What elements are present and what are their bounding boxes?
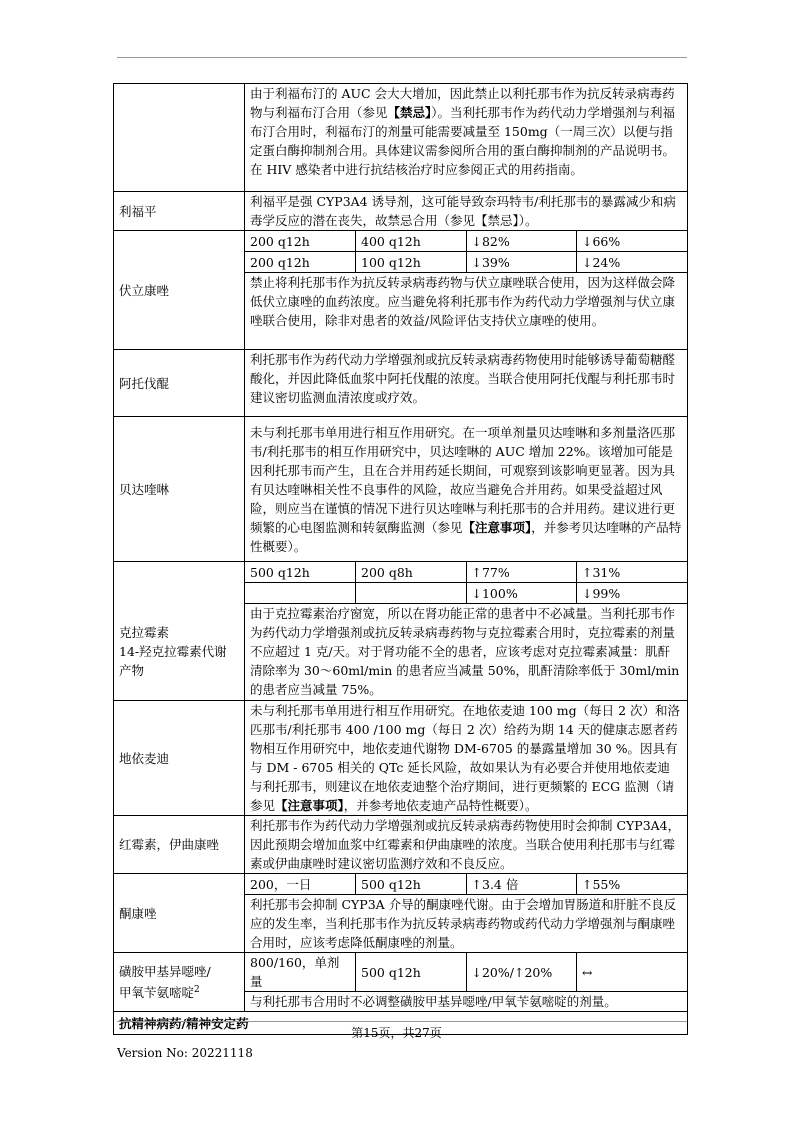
dose-subtable: 200 q12h 400 q12h ↓82% ↓66% — [245, 231, 687, 251]
drug-name: 伏立康唑 — [114, 231, 245, 350]
footer-rule — [117, 1021, 687, 1022]
voriconazole-text: 禁止将利托那韦作为抗反转录病毒药物与伏立康唑联合使用，因为这样做会降低伏立康唑的血药浓度。应当避免将利托那韦作为药代动力学增强剂与伏立康唑联合使用，除非对患者的效益/风险评估支持伏立康唑的使用。 — [245, 273, 688, 350]
rifampicin-text: 利福平是强 CYP3A4 诱导剂，这可能导致奈玛特韦/利托那韦的暴露减少和病毒学反应的潜在丧失，故禁忌合用（参见【禁忌】）。 — [245, 192, 688, 231]
table-row — [114, 562, 688, 583]
version-number: Version No: 20221118 — [117, 1046, 253, 1060]
dose-subtable: 200，一日 500 q12h ↑3.4 倍 ↑55% — [245, 874, 687, 894]
table-row — [114, 84, 688, 192]
interaction-table — [113, 83, 688, 1035]
dose-subtable: 500 q12h 200 q8h ↑77% ↑31% — [245, 562, 687, 582]
drug-name: 磺胺甲基异噁唑/ 甲氧苄氨嘧啶$^2$ — [114, 953, 245, 1012]
section-header: 抗精神病药/精神安定药 — [114, 1012, 688, 1035]
table-row — [114, 350, 688, 417]
table-row — [114, 192, 688, 231]
drug-name: 贝达喹啉 — [114, 417, 245, 562]
delamanid-text: 未与利托那韦单用进行相互作用研究。在地依麦迪 100 mg（每日 2 次）和洛匹那韦/利托那韦 400 /100 mg（每日 2 次）给药为期 14 天的健康志愿者药物相互作用研究中，地依麦迪代谢物 DM-6705 的暴露量增加 30 %。因具有与 DM - 6705 相关的 QTc 延长风险，故如果认为有必要合并使用地依麦迪与利托那韦，则建议在地依麦迪整个治疗期间，进行更频繁的 ECG 监测（请参见【注意事项】，并参考地依麦迪产品特性概要）。 — [245, 701, 688, 816]
dose-subtable: ↓100% ↓99% — [245, 583, 687, 603]
atovaquone-text: 利托那韦作为药代动力学增强剂或抗反转录病毒药物使用时能够诱导葡萄糖醛酸化，并因此降低血浆中阿托伐醌的浓度。当联合使用阿托伐醌与利托那韦时建议密切监测血清浓度或疗效。 — [245, 350, 688, 417]
ketoconazole-text: 利托那韦会抑制 CYP3A 介导的酮康唑代谢。由于会增加胃肠道和肝脏不良反应的发生率，当利托那韦作为抗反转录病毒药物或药代动力学增强剂与酮康唑合用时，应该考虑降低酮康唑的剂量。 — [245, 895, 688, 953]
table-row — [114, 953, 688, 992]
rifabutin-text: 由于利福布汀的 AUC 会大大增加，因此禁止以利托那韦作为抗反转录病毒药物与利福布汀合用（参见【禁忌】）。当利托那韦作为药代动力学增强剂与利福布汀合用时，利福布汀的剂量可能需要减量至 150mg（一周三次）以便与指定蛋白酶抑制剂合用。具体建议需参阅所合用的蛋白酶抑制剂的产品说明书。在 HIV 感染者中进行抗结核治疗时应参阅正式的用药指南。 — [245, 84, 688, 192]
drug-name: 阿托伐醌 — [114, 350, 245, 417]
dose-subtable: 800/160，单剂量 500 q12h ↓20%/↑20% ↔ — [245, 953, 687, 991]
bedaquiline-text: 未与利托那韦单用进行相互作用研究。在一项单剂量贝达喹啉和多剂量洛匹那韦/利托那韦的相互作用研究中，贝达喹啉的 AUC 增加 22%。该增加可能是因利托那韦而产生，且在合并用药延长期间，可观察到该影响更显著。因为具有贝达喹啉相关性不良事件的风险，故应当避免合并用药。如果受益超过风险，则应当在谨慎的情况下进行贝达喹啉与利托那韦的合并用药。建议进行更频繁的心电图监测和转氨酶监测（参见【注意事项】，并参考贝达喹啉的产品特性概要）。 — [245, 417, 688, 562]
drug-name: 红霉素，伊曲康唑 — [114, 816, 245, 874]
table-row — [114, 816, 688, 874]
drug-name: 克拉霉素 14-羟克拉霉素代谢产物 — [114, 562, 245, 701]
drug-name: 地依麦迪 — [114, 701, 245, 816]
header-rule — [117, 57, 687, 58]
table-row — [114, 417, 688, 562]
erythromycin-text: 利托那韦作为药代动力学增强剂或抗反转录病毒药物使用时会抑制 CYP3A4，因此预期会增加血浆中红霉素和伊曲康唑的浓度。当联合使用利托那韦与红霉素或伊曲康唑时建议密切监测疗效和不良反应。 — [245, 816, 688, 874]
drug-name: 利福平 — [114, 192, 245, 231]
clarithromycin-text: 由于克拉霉素治疗窗宽，所以在肾功能正常的患者中不必减量。当利托那韦作为药代动力学增强剂或抗反转录病毒药物与克拉霉素合用时，克拉霉素的剂量不应超过 1 克/天。对于肾功能不全的患者，应该考虑对克拉霉素减量：肌酐清除率为 30～60ml/min 的患者应当减量 50%，肌酐清除率低于 30ml/min 的患者应当减量 75%。 — [245, 604, 688, 701]
table-row — [114, 874, 688, 895]
dose-subtable: 200 q12h 100 q12h ↓39% ↓24% — [245, 252, 687, 272]
table-row — [114, 231, 688, 252]
smx-text: 与利托那韦合用时不必调整磺胺甲基异噁唑/甲氧苄氨嘧啶的剂量。 — [245, 992, 688, 1012]
drug-name: 酮康唑 — [114, 874, 245, 953]
table-row — [114, 701, 688, 816]
page-number: 第15页，共27页 — [351, 1026, 442, 1040]
